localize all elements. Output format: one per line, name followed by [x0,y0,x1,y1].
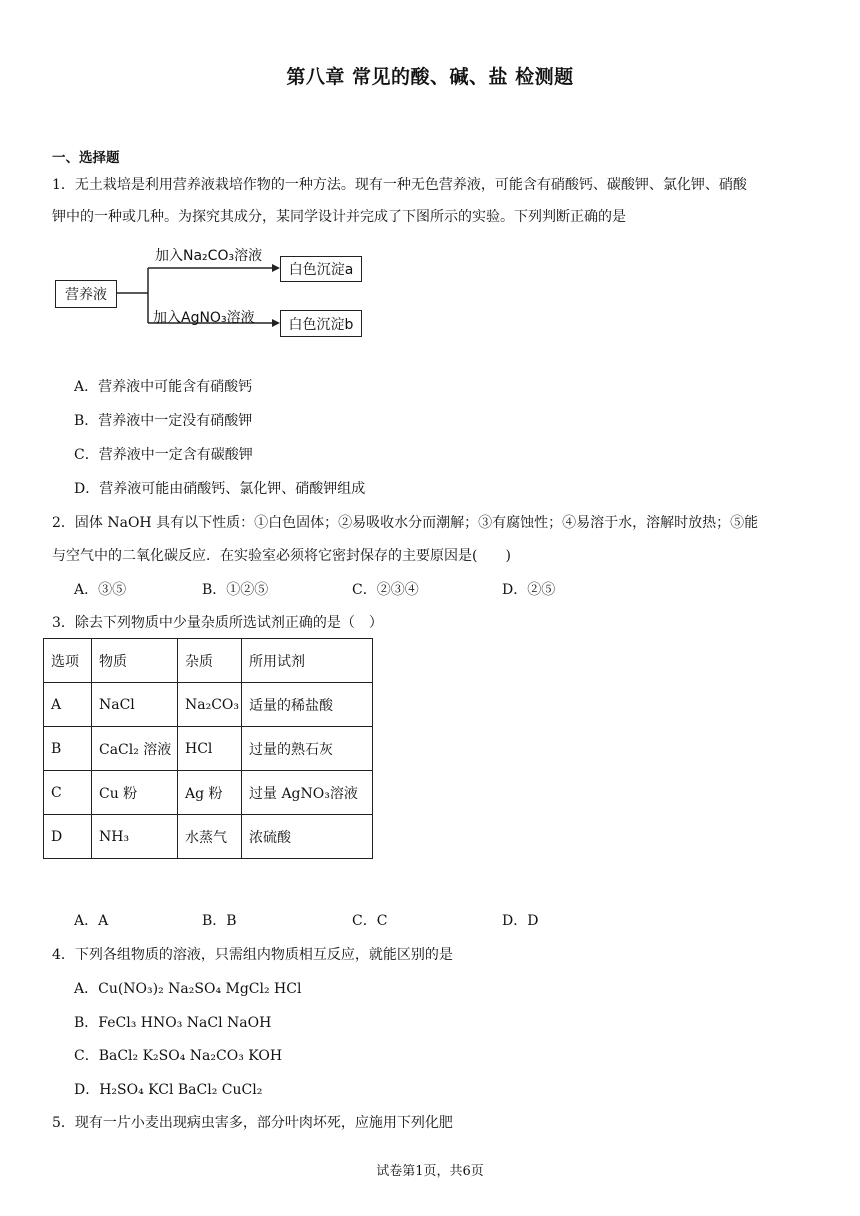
table-cell: D [44,815,92,859]
table-header-cell: 杂质 [178,639,242,683]
q4-option-a: A．Cu(NO₃)₂ Na₂SO₄ MgCl₂ HCl [74,981,302,997]
table-cell: 过量 AgNO₃溶液 [242,771,373,815]
q3-option-b: B．B [202,913,237,929]
diagram-arrows [0,0,860,360]
table-row [44,727,373,771]
table-cell: A [44,683,92,727]
diagram-bottom-reagent: 加入AgNO₃溶液 [153,310,255,326]
q3-stem: 3．除去下列物质中少量杂质所选试剂正确的是（ ） [52,615,383,631]
page-title: 第八章 常见的酸、碱、盐 检测题 [286,66,574,88]
table-row [44,815,373,859]
page-footer: 试卷第1页，共6页 [376,1164,484,1179]
diagram-top-reagent: 加入Na₂CO₃溶液 [155,248,263,264]
q1-stem-line2: 钾中的一种或几种。为探究其成分，某同学设计并完成了下图所示的实验。下列判断正确的是 [52,209,626,225]
table-cell: HCl [178,727,242,771]
q1-stem-line1: 1．无土栽培是利用营养液栽培作物的一种方法。现有一种无色营养液，可能含有硝酸钙、碳酸钾、氯化钾、硝酸 [52,177,747,193]
diagram-top-result-box [280,256,362,282]
q1-option-a: A．营养液中可能含有硝酸钙 [74,379,253,395]
diagram-bottom-result: 白色沉淀b [288,316,354,333]
q4-stem: 4．下列各组物质的溶液，只需组内物质相互反应，就能区别的是 [52,947,453,963]
table-cell: Ag 粉 [178,771,242,815]
diagram-start-label: 营养液 [65,287,107,303]
diagram-start-box [55,280,117,308]
q5-stem: 5．现有一片小麦出现病虫害多，部分叶肉坏死，应施用下列化肥 [52,1115,453,1131]
table-cell: CaCl₂ 溶液 [92,727,178,771]
q4-option-c: C．BaCl₂ K₂SO₄ Na₂CO₃ KOH [74,1048,283,1064]
reagent-table [43,638,373,859]
table-cell: C [44,771,92,815]
table-cell: 过量的熟石灰 [242,727,373,771]
q1-option-c: C．营养液中一定含有碳酸钾 [74,447,253,463]
q4-option-b: B．FeCl₃ HNO₃ NaCl NaOH [74,1015,272,1031]
table-row [44,683,373,727]
q3-option-a: A．A [74,913,109,929]
table-cell: Cu 粉 [92,771,178,815]
q3-option-c: C．C [352,913,388,929]
table-header-cell: 物质 [92,639,178,683]
q2-option-b: B．①②⑤ [202,582,269,598]
table-row [44,771,373,815]
table-cell: 适量的稀盐酸 [242,683,373,727]
table-header-cell: 所用试剂 [242,639,373,683]
table-cell: B [44,727,92,771]
table-cell: Na₂CO₃ [178,683,242,727]
q1-option-b: B．营养液中一定没有硝酸钾 [74,413,253,429]
q2-option-c: C．②③④ [352,582,419,598]
table-header-cell: 选项 [44,639,92,683]
table-cell: NaCl [92,683,178,727]
q2-stem-line2: 与空气中的二氧化碳反应．在实验室必须将它密封保存的主要原因是( ) [52,548,511,564]
q4-option-d: D．H₂SO₄ KCl BaCl₂ CuCl₂ [74,1082,263,1098]
table-cell: NH₃ [92,815,178,859]
table-cell: 水蒸气 [178,815,242,859]
q2-stem-line1: 2．固体 NaOH 具有以下性质：①白色固体；②易吸收水分而潮解；③有腐蚀性；④易溶于水，溶解时放热；⑤能 [52,515,759,531]
q3-option-d: D．D [502,913,539,929]
q1-option-d: D．营养液可能由硝酸钙、氯化钾、硝酸钾组成 [74,481,366,497]
diagram-bottom-result-box [280,310,362,337]
section-heading: 一、选择题 [52,150,120,166]
q2-option-a: A．③⑤ [74,582,127,598]
table-header-row [44,639,373,683]
q2-option-d: D．②⑤ [502,582,556,598]
table-cell: 浓硫酸 [242,815,373,859]
diagram-top-result: 白色沉淀a [288,262,354,278]
